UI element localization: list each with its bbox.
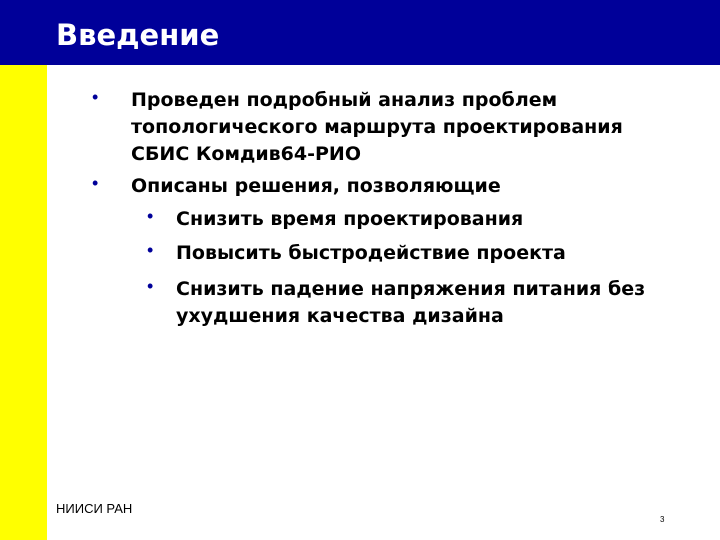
side-accent-bar: [0, 65, 47, 540]
sub-bullet-icon: •: [147, 206, 154, 226]
bullet-1-line-3: СБИС Комдив64-РИО: [131, 143, 361, 165]
sub-bullet-3-line-1: Снизить падение напряжения питания без: [176, 278, 646, 300]
sub-bullet-icon: •: [147, 240, 154, 260]
page-number: 3: [660, 515, 665, 524]
slide-title: Введение: [56, 18, 220, 52]
sub-bullet-icon: •: [147, 276, 154, 296]
footer-organization: НИИСИ РАН: [56, 501, 133, 516]
sub-bullet-1-line-1: Снизить время проектирования: [176, 208, 524, 230]
sub-bullet-2-line-1: Повысить быстродействие проекта: [176, 242, 566, 264]
bullet-2-line-1: Описаны решения, позволяющие: [131, 175, 501, 197]
bullet-icon: •: [92, 173, 99, 193]
sub-bullet-3-line-2: ухудшения качества дизайна: [176, 305, 504, 327]
bullet-icon: •: [92, 87, 99, 107]
bullet-1-line-1: Проведен подробный анализ проблем: [131, 89, 558, 111]
bullet-1-line-2: топологического маршрута проектирования: [131, 116, 623, 138]
